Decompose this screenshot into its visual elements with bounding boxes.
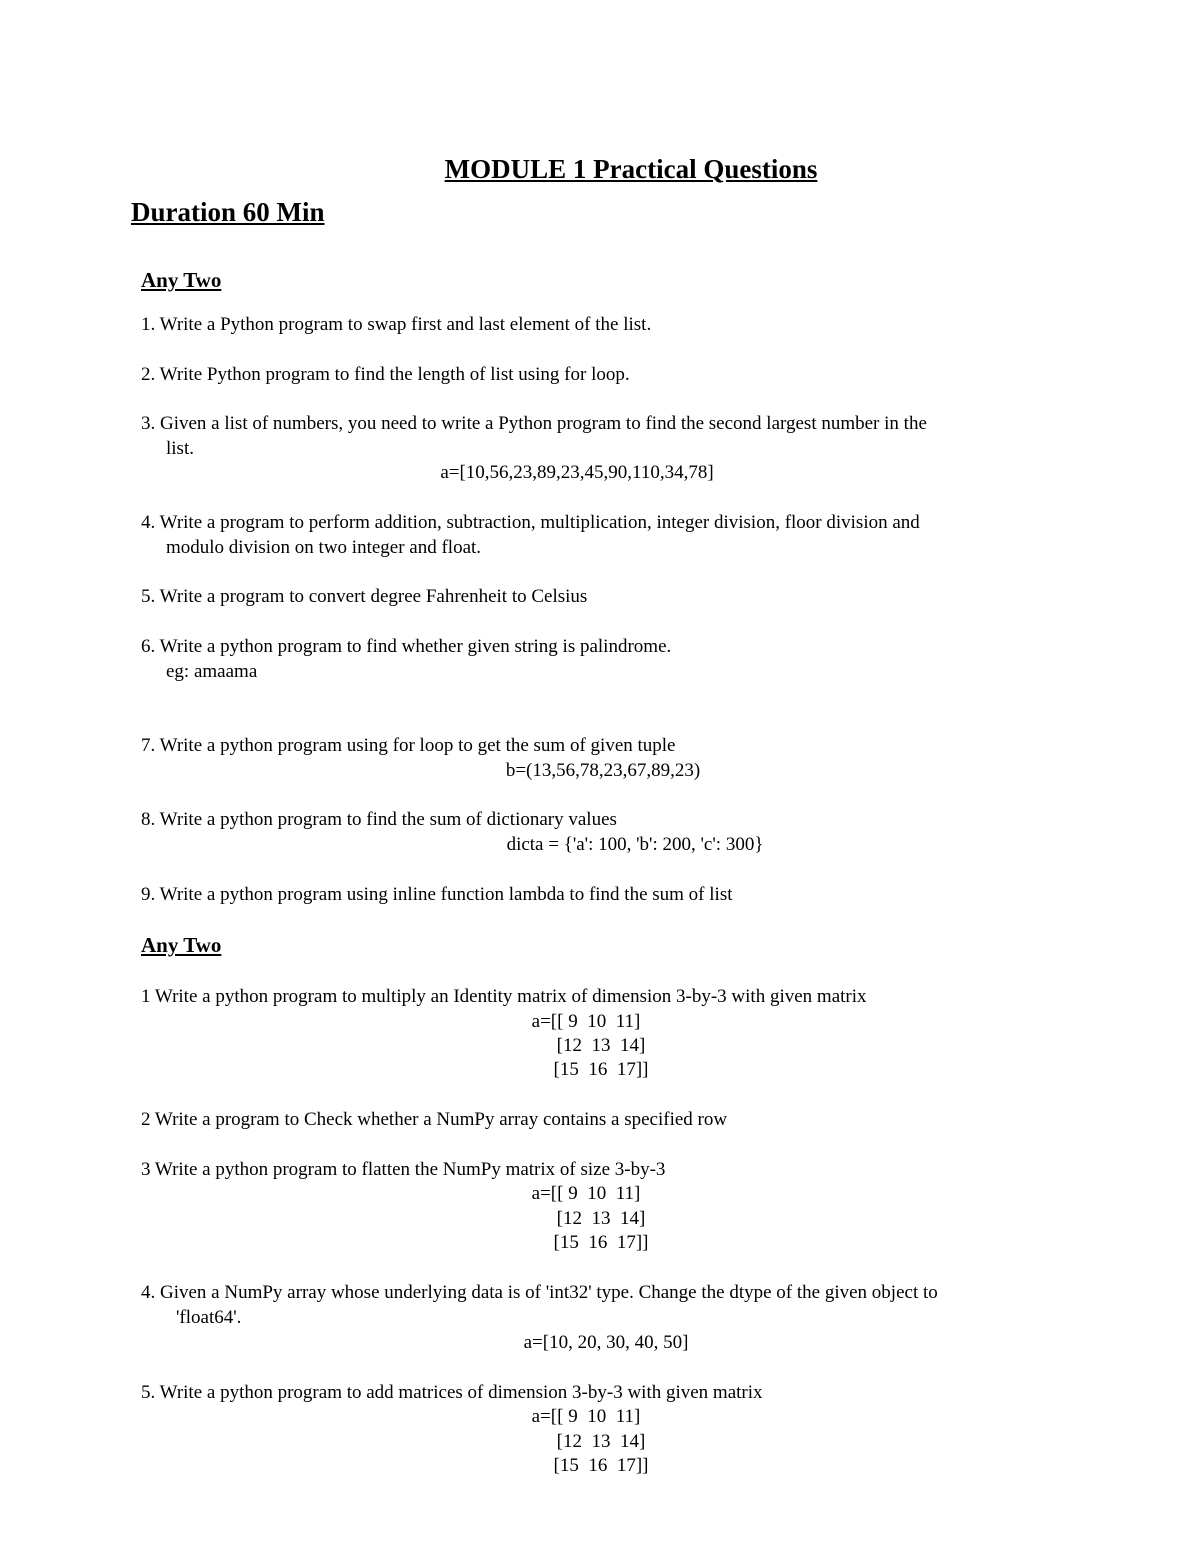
question-2-2: 2 Write a program to Check whether a NumPy array contains a specified row (141, 1109, 728, 1130)
question-2-4: 4. Given a NumPy array whose underlying data is of 'int32' type. Change the dtype of the given object to (141, 1282, 938, 1303)
question-1-3-cont: list. (166, 438, 194, 459)
question-2-3-matrix-row-2: [12 13 14] (556, 1208, 646, 1229)
question-1-1: 1. Write a Python program to swap first and last element of the list. (141, 314, 652, 335)
question-1-5: 5. Write a program to convert degree Fahrenheit to Celsius (141, 586, 588, 607)
duration-heading: Duration 60 Min (131, 197, 325, 227)
question-1-4-cont: modulo division on two integer and float. (166, 537, 482, 558)
question-2-4-code: a=[10, 20, 30, 40, 50] (523, 1332, 689, 1353)
question-2-3-matrix-row-3: [15 16 17]] (553, 1232, 649, 1253)
question-1-3: 3. Given a list of numbers, you need to write a Python program to find the second largest number in the (141, 413, 927, 434)
page-title: MODULE 1 Practical Questions (444, 154, 818, 184)
question-1-8-code: dicta = {'a': 100, 'b': 200, 'c': 300} (506, 834, 764, 855)
question-1-3-code: a=[10,56,23,89,23,45,90,110,34,78] (440, 462, 714, 483)
question-2-4-cont: 'float64'. (176, 1307, 242, 1328)
question-1-9: 9. Write a python program using inline function lambda to find the sum of list (141, 884, 733, 905)
question-2-5-matrix-row-3: [15 16 17]] (553, 1455, 649, 1476)
question-2-5-matrix-row-1: a=[[ 9 10 11] (531, 1406, 641, 1427)
question-1-7: 7. Write a python program using for loop to get the sum of given tuple (141, 735, 676, 756)
question-1-6: 6. Write a python program to find whether given string is palindrome. (141, 636, 672, 657)
question-2-1-matrix-row-3: [15 16 17]] (553, 1059, 649, 1080)
question-2-1-matrix-row-2: [12 13 14] (556, 1035, 646, 1056)
question-2-3: 3 Write a python program to flatten the NumPy matrix of size 3-by-3 (141, 1159, 666, 1180)
question-2-5: 5. Write a python program to add matrices of dimension 3-by-3 with given matrix (141, 1382, 763, 1403)
question-2-5-matrix-row-2: [12 13 14] (556, 1431, 646, 1452)
question-1-7-code: b=(13,56,78,23,67,89,23) (505, 760, 701, 781)
question-1-6-example: eg: amaama (166, 661, 258, 682)
question-1-8: 8. Write a python program to find the sum of dictionary values (141, 809, 617, 830)
question-1-4: 4. Write a program to perform addition, subtraction, multiplication, integer division, floor division and (141, 512, 920, 533)
question-1-2: 2. Write Python program to find the length of list using for loop. (141, 364, 630, 385)
question-2-1-matrix-row-1: a=[[ 9 10 11] (531, 1011, 641, 1032)
question-2-1: 1 Write a python program to multiply an Identity matrix of dimension 3-by-3 with given matrix (141, 986, 867, 1007)
section-2-heading: Any Two (141, 933, 222, 957)
section-1-heading: Any Two (141, 268, 222, 292)
question-2-3-matrix-row-1: a=[[ 9 10 11] (531, 1183, 641, 1204)
